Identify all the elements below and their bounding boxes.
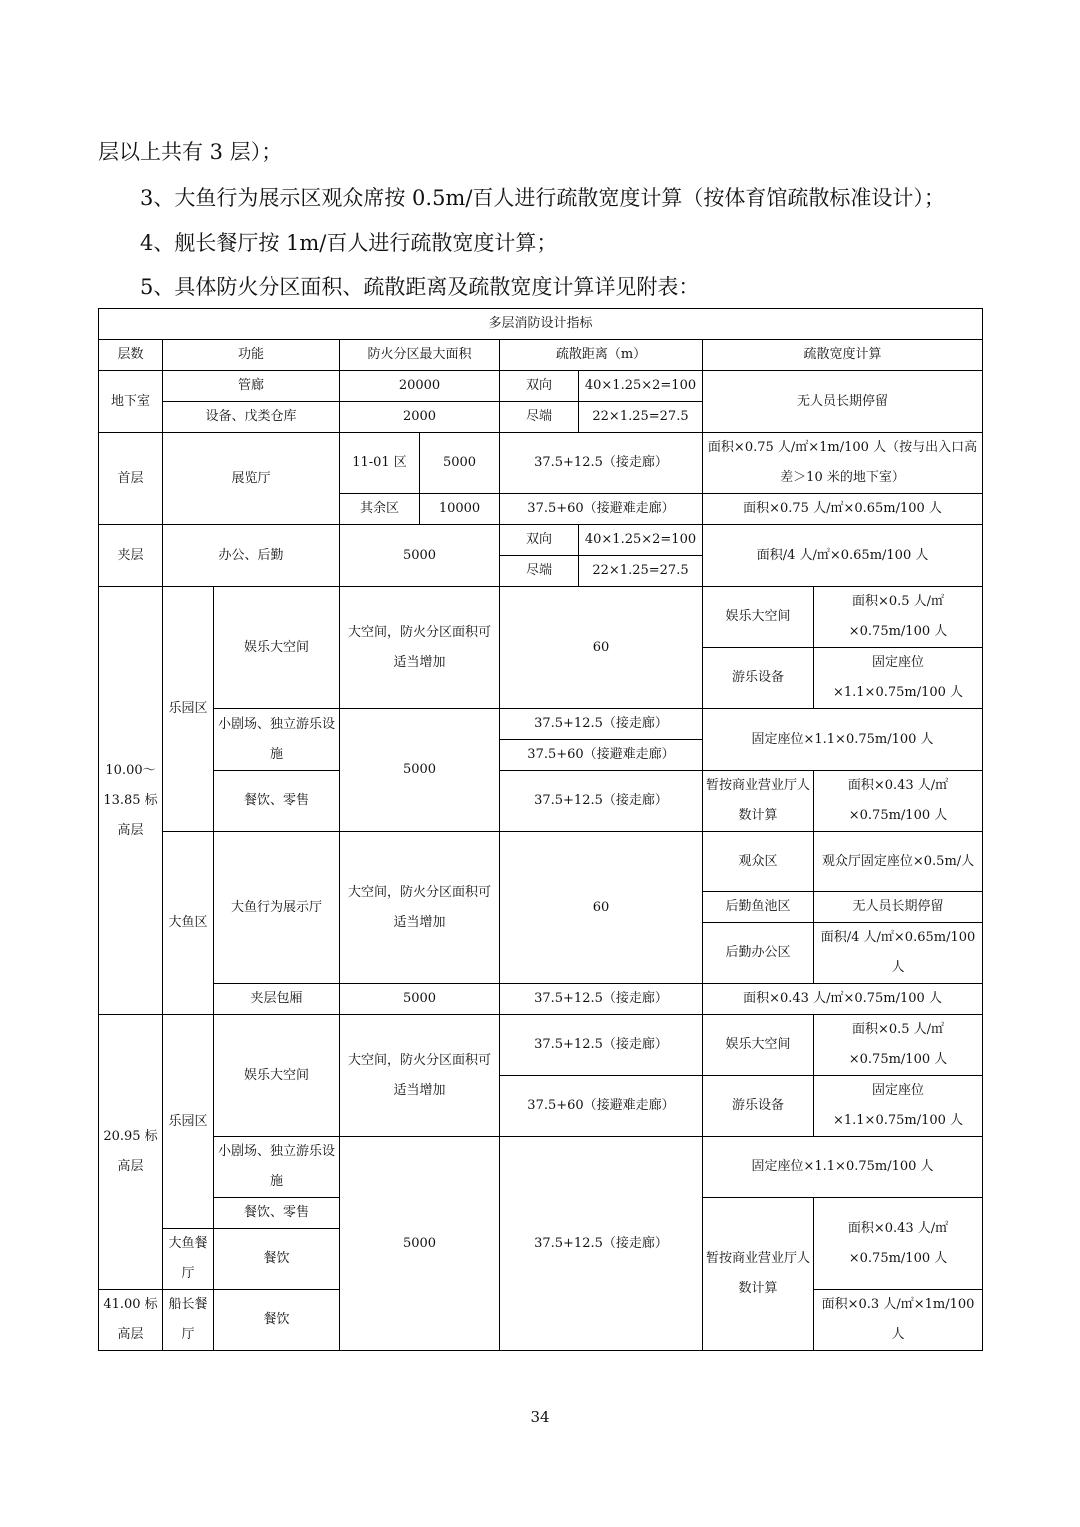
distance-cell: 37.5+60（接避难走廊） [500, 740, 703, 771]
distance-cell: 37.5+12.5（接走廊） [500, 709, 703, 740]
function-cell: 餐饮、零售 [214, 771, 340, 832]
table-row [99, 433, 983, 464]
area-cell: 5000 [340, 984, 500, 1015]
header-distance: 疏散距离（m） [500, 340, 703, 371]
paragraph-item-5: 5、具体防火分区面积、疏散距离及疏散宽度计算详见附表： [140, 275, 700, 299]
zone-cell: 11-01 区 [340, 433, 420, 494]
distance-cell: 37.5+60（接避难走廊） [500, 494, 703, 525]
table-row [99, 371, 983, 402]
distance-cell: 40×1.25×2=100 [579, 371, 703, 402]
zone-cell: 乐园区 [163, 1015, 214, 1229]
distance-cell: 22×1.25=27.5 [579, 556, 703, 587]
function-cell: 小剧场、独立游乐设施 [214, 1137, 340, 1198]
distance-cell: 37.5+12.5（接走廊） [500, 1015, 703, 1076]
header-function: 功能 [163, 340, 340, 371]
floor-cell: 首层 [99, 433, 163, 525]
width-cell: 面积/4 人/㎡×0.65m/100 人 [814, 923, 983, 984]
distance-cell: 37.5+60（接避难走廊） [500, 1076, 703, 1137]
area-cell: 5000 [340, 709, 500, 832]
width-cell: 面积×0.43 人/㎡×0.75m/100 人 [703, 984, 983, 1015]
table-row [99, 525, 983, 556]
width-cell: 观众厅固定座位×0.5m/人 [814, 832, 983, 892]
sub-type-cell: 暂按商业营业厅人数计算 [703, 771, 814, 832]
sub-type-cell: 暂按商业营业厅人数计算 [703, 1198, 814, 1351]
area-cell: 2000 [340, 402, 500, 433]
width-cell: 面积×0.75 人/㎡×1m/100 人（按与出入口高差＞10 米的地下室） [703, 433, 983, 494]
page-number: 34 [530, 1408, 550, 1426]
floor-cell: 10.00～13.85 标高层 [99, 587, 163, 1015]
fire-design-table [98, 308, 983, 1351]
zone-cell: 船长餐厅 [163, 1290, 214, 1351]
table-row [99, 984, 983, 1015]
floor-cell: 夹层 [99, 525, 163, 587]
sub-type-cell: 观众区 [703, 832, 814, 892]
table-title: 多层消防设计指标 [99, 309, 983, 340]
floor-cell: 地下室 [99, 371, 163, 433]
function-cell: 展览厅 [163, 433, 340, 525]
distance-cell: 37.5+12.5（接走廊） [500, 433, 703, 494]
distance-type-cell: 双向 [500, 371, 579, 402]
distance-cell: 37.5+12.5（接走廊） [500, 984, 703, 1015]
distance-type-cell: 双向 [500, 525, 579, 556]
sub-type-cell: 游乐设备 [703, 648, 814, 709]
sub-type-cell: 娱乐大空间 [703, 587, 814, 648]
function-cell: 大鱼行为展示厅 [214, 832, 340, 984]
width-cell: 面积/4 人/㎡×0.65m/100 人 [703, 525, 983, 587]
area-cell: 大空间，防火分区面积可适当增加 [340, 587, 500, 709]
function-cell: 娱乐大空间 [214, 587, 340, 709]
zone-cell: 大鱼餐厅 [163, 1229, 214, 1290]
distance-cell: 40×1.25×2=100 [579, 525, 703, 556]
distance-cell: 37.5+12.5（接走廊） [500, 1137, 703, 1351]
sub-type-cell: 后勤办公区 [703, 923, 814, 984]
sub-type-cell: 后勤鱼池区 [703, 892, 814, 923]
sub-type-cell: 游乐设备 [703, 1076, 814, 1137]
floor-cell: 20.95 标高层 [99, 1015, 163, 1290]
function-cell: 办公、后勤 [163, 525, 340, 587]
function-cell: 管廊 [163, 371, 340, 402]
function-cell: 娱乐大空间 [214, 1015, 340, 1137]
paragraph-item-4: 4、舰长餐厅按 1m/百人进行疏散宽度计算； [140, 231, 558, 255]
width-cell: 固定座位×1.1×0.75m/100 人 [703, 709, 983, 771]
function-cell: 餐饮 [214, 1290, 340, 1351]
paragraph-item-3: 3、大鱼行为展示区观众席按 0.5m/百人进行疏散宽度计算（按体育馆疏散标准设计）； [140, 186, 945, 210]
distance-cell: 22×1.25=27.5 [579, 402, 703, 433]
width-cell: 面积×0.3 人/㎡×1m/100 人 [814, 1290, 983, 1351]
table-row [99, 832, 983, 862]
paragraph-continuation: 层以上共有 3 层）； [98, 140, 283, 164]
area-cell: 大空间，防火分区面积可适当增加 [340, 832, 500, 984]
zone-cell: 大鱼区 [163, 832, 214, 1015]
zone-cell: 乐园区 [163, 587, 214, 832]
distance-cell: 60 [500, 832, 703, 984]
table-header-row [99, 340, 983, 371]
width-cell: 固定座位×1.1×0.75m/100 人 [703, 1137, 983, 1198]
function-cell: 餐饮 [214, 1229, 340, 1290]
header-floor: 层数 [99, 340, 163, 371]
area-cell: 5000 [340, 525, 500, 587]
table-row [99, 1137, 983, 1168]
width-cell: 无人员长期停留 [703, 371, 983, 433]
distance-cell: 37.5+12.5（接走廊） [500, 771, 703, 832]
header-max-area: 防火分区最大面积 [340, 340, 500, 371]
width-cell: 固定座位×1.1×0.75m/100 人 [814, 648, 983, 709]
area-cell: 20000 [340, 371, 500, 402]
table-row [99, 771, 983, 802]
header-width: 疏散宽度计算 [703, 340, 983, 371]
width-cell: 面积×0.75 人/㎡×0.65m/100 人 [703, 494, 983, 525]
sub-type-cell: 娱乐大空间 [703, 1015, 814, 1076]
function-cell: 夹层包厢 [214, 984, 340, 1015]
floor-cell: 41.00 标高层 [99, 1290, 163, 1351]
zone-cell: 其余区 [340, 494, 420, 525]
table-row [99, 1015, 983, 1046]
width-cell: 面积×0.43 人/㎡×0.75m/100 人 [814, 771, 983, 832]
width-cell: 面积×0.43 人/㎡×0.75m/100 人 [814, 1198, 983, 1290]
distance-type-cell: 尽端 [500, 402, 579, 433]
area-cell: 5000 [420, 433, 500, 494]
area-cell: 5000 [340, 1137, 500, 1351]
function-cell: 餐饮、零售 [214, 1198, 340, 1229]
function-cell: 小剧场、独立游乐设施 [214, 709, 340, 771]
width-cell: 固定座位×1.1×0.75m/100 人 [814, 1076, 983, 1137]
distance-cell: 60 [500, 587, 703, 709]
width-cell: 无人员长期停留 [814, 892, 983, 923]
table-row [99, 587, 983, 618]
distance-type-cell: 尽端 [500, 556, 579, 587]
area-cell: 10000 [420, 494, 500, 525]
area-cell: 大空间，防火分区面积可适当增加 [340, 1015, 500, 1137]
width-cell: 面积×0.5 人/㎡×0.75m/100 人 [814, 587, 983, 648]
table-row [99, 709, 983, 740]
function-cell: 设备、戊类仓库 [163, 402, 340, 433]
width-cell: 面积×0.5 人/㎡×0.75m/100 人 [814, 1015, 983, 1076]
table-title-row [99, 309, 983, 340]
